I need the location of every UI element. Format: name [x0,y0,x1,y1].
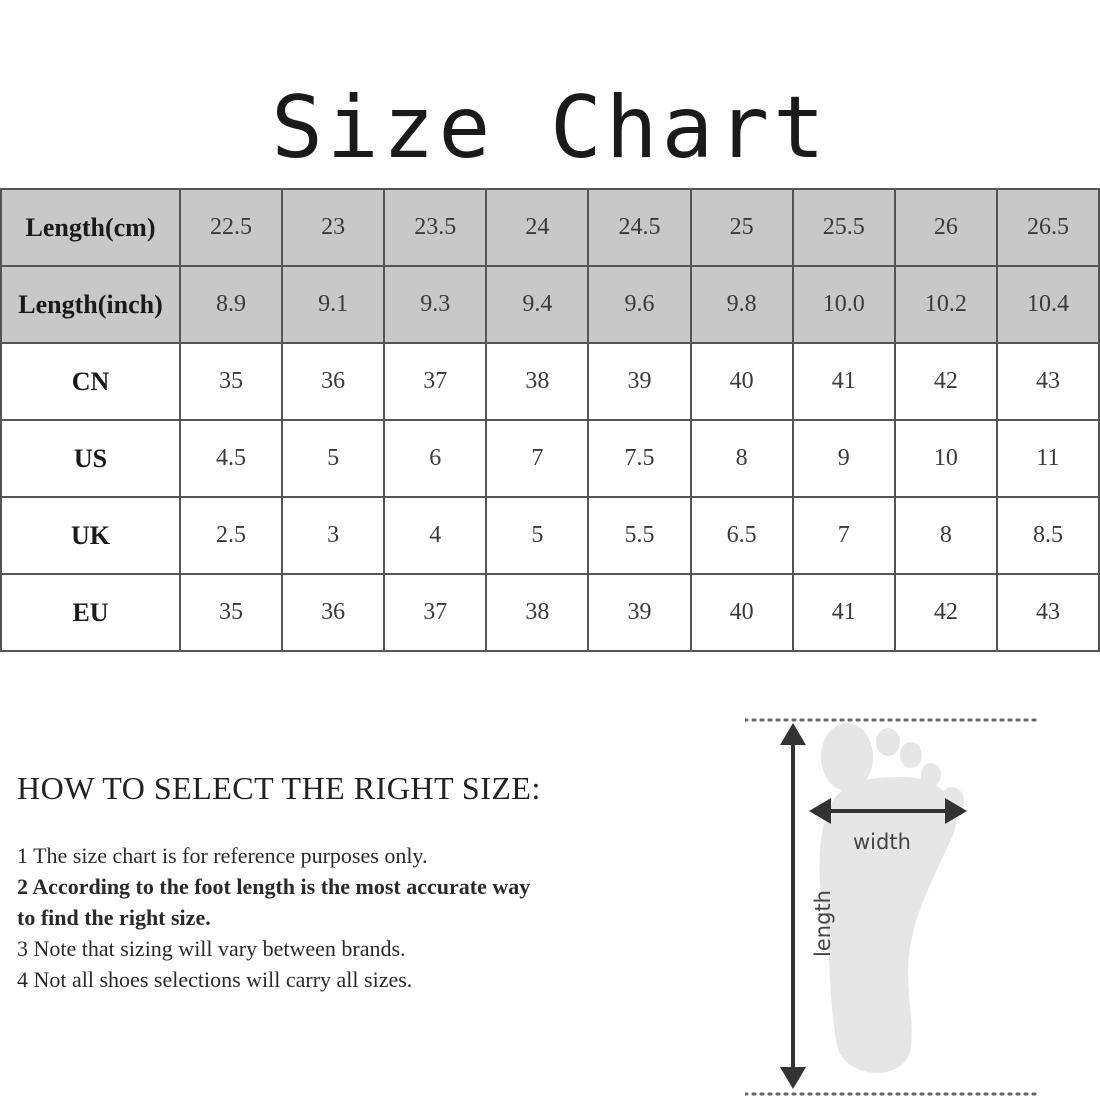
note-item: 3 Note that sizing will vary between brands. [17,936,406,961]
table-cell: 9.1 [282,266,384,343]
foot-icon [819,723,964,1073]
howto-notes [17,840,657,995]
table-cell: 38 [486,343,588,420]
table-cell: 26.5 [997,189,1099,266]
table-cell: 9.4 [486,266,588,343]
table-cell: 36 [282,343,384,420]
table-cell: 37 [384,574,486,651]
howto-heading: HOW TO SELECT THE RIGHT SIZE: [17,770,541,806]
table-cell: 8.5 [997,497,1099,574]
table-cell: 25 [691,189,793,266]
table-cell: 7 [486,420,588,497]
table-row-eu [1,574,1099,651]
table-cell: 43 [997,343,1099,420]
table-cell: 41 [793,343,895,420]
table-cell: 9.8 [691,266,793,343]
table-cell: 8 [895,497,997,574]
table-row-uk [1,497,1099,574]
row-label: Length(cm) [1,189,180,266]
table-cell: 38 [486,574,588,651]
size-table [0,188,1100,652]
table-cell: 35 [180,343,282,420]
row-label: EU [1,574,180,651]
table-cell: 23 [282,189,384,266]
table-cell: 9 [793,420,895,497]
table-cell: 5 [282,420,384,497]
table-cell: 37 [384,343,486,420]
row-label: US [1,420,180,497]
table-cell: 42 [895,343,997,420]
table-cell: 39 [588,343,690,420]
table-cell: 22.5 [180,189,282,266]
table-cell: 8.9 [180,266,282,343]
table-cell: 7 [793,497,895,574]
table-cell: 10.4 [997,266,1099,343]
table-cell: 25.5 [793,189,895,266]
note-item: 4 Not all shoes selections will carry all sizes. [17,967,413,992]
length-arrow [780,723,806,1089]
table-cell: 42 [895,574,997,651]
width-label: width [853,830,911,854]
table-cell: 43 [997,574,1099,651]
row-label: UK [1,497,180,574]
page-title: Size Chart [271,78,829,178]
table-row-us [1,420,1099,497]
table-cell: 5.5 [588,497,690,574]
table-cell: 9.3 [384,266,486,343]
table-cell: 11 [997,420,1099,497]
table-cell: 4 [384,497,486,574]
table-cell: 24.5 [588,189,690,266]
table-cell: 5 [486,497,588,574]
table-row-length-inch [1,266,1099,343]
table-cell: 23.5 [384,189,486,266]
table-cell: 3 [282,497,384,574]
table-cell: 9.6 [588,266,690,343]
table-cell: 40 [691,343,793,420]
table-cell: 4.5 [180,420,282,497]
row-label: CN [1,343,180,420]
table-cell: 7.5 [588,420,690,497]
note-item: 1 The size chart is for reference purposes only. [17,843,428,868]
table-cell: 8 [691,420,793,497]
table-cell: 35 [180,574,282,651]
table-cell: 2.5 [180,497,282,574]
table-cell: 10.2 [895,266,997,343]
table-cell: 39 [588,574,690,651]
table-cell: 40 [691,574,793,651]
table-cell: 10 [895,420,997,497]
table-row-length-cm [1,189,1099,266]
length-label: length [811,890,835,957]
table-cell: 41 [793,574,895,651]
table-row-cn [1,343,1099,420]
table-cell: 24 [486,189,588,266]
table-cell: 36 [282,574,384,651]
table-cell: 6 [384,420,486,497]
table-cell: 10.0 [793,266,895,343]
table-cell: 6.5 [691,497,793,574]
foot-measure-diagram [745,705,1045,1101]
row-label: Length(inch) [1,266,180,343]
table-cell: 26 [895,189,997,266]
note-item: 2 According to the foot length is the most accurate way to find the right size. [17,874,531,930]
